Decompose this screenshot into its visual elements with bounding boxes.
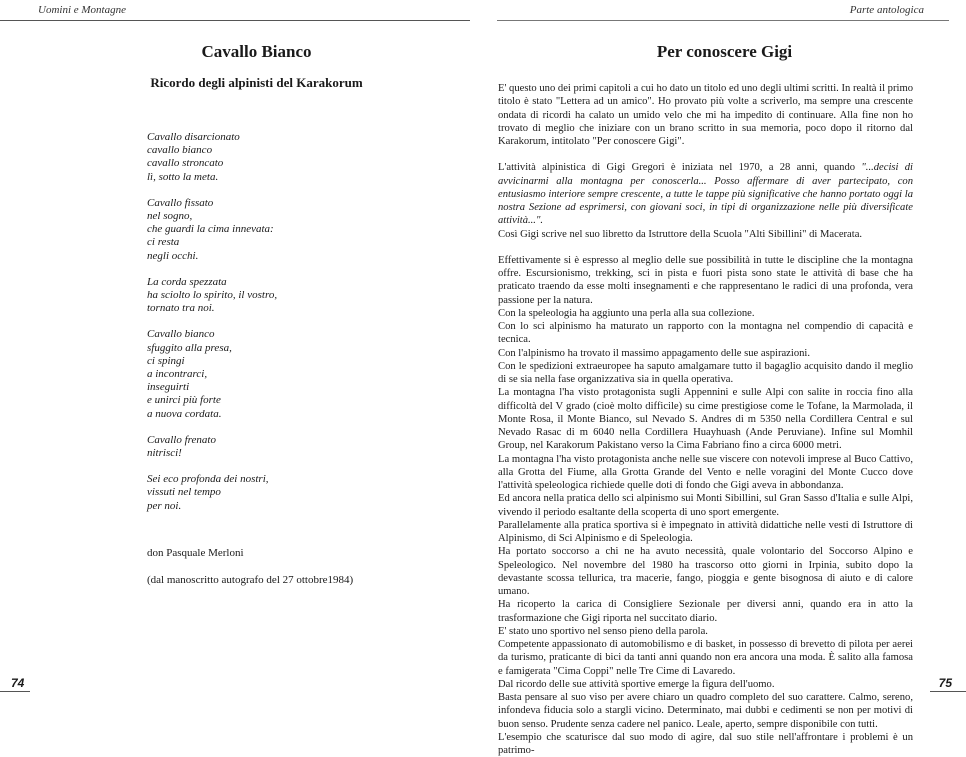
- running-head-left: Uomini e Montagne: [38, 4, 126, 16]
- paragraph-line: Ed ancora nella pratica dello sci alpinismo sui Monti Sibillini, sul Gran Sasso d'Italia e sulle Alpi, vivendo il periodo esaltante della scoperta di uno sport emergente.: [498, 493, 913, 518]
- paragraph-line: Competente appassionato di automobilismo e di basket, in possesso di brevetto di pilota per aerei da turismo, praticante di bici da tanti anni quando non era ancora una moda. È salito alla famosa e famigerata "Cima Coppi" nelle Tre Cime di Lavaredo.: [498, 639, 913, 677]
- poem-line: nel sogno,: [147, 210, 193, 223]
- poem-line: Cavallo frenato: [147, 433, 216, 446]
- poem-author: don Pasquale Merloni: [147, 547, 244, 559]
- poem-line: inseguirti: [147, 381, 190, 394]
- paragraph-line: Ha ricoperto la carica di Consigliere Sezionale per diversi anni, quando era in atto la trasformazione che Gigi riporta nel succitato diario.: [498, 599, 913, 624]
- paragraph-text: Così Gigi scrive nel suo libretto da Istruttore della Scuola "Alti Sibillini" di Macerata.: [498, 228, 863, 240]
- poem-source-note: (dal manoscritto autografo del 27 ottobre1984): [147, 574, 354, 586]
- paragraph-line: Effettivamente si è espresso al meglio delle sue possibilità in tutte le discipline che la montagna offre. Escursionismo, trekking, sci in pista e fuori pista sono state le attività di base che ha praticato traendo da esse molti insegnamenti e che rappresentano le radici di una profonda, vera passione per la natura.: [498, 254, 913, 306]
- poem-line: ha sciolto lo spirito, il vostro,: [147, 289, 278, 302]
- paragraph-line: La montagna l'ha visto protagonista anche nelle sue viscere con notevoli imprese al Buco Cattivo, alla Grotta del Fiume, alla Grotta Grande del Vento e nelle voragini del Monte Cucco dove l'attività speleologica richiede quelle doti di fondo che Gigi aveva in abbondanza.: [498, 453, 913, 491]
- footer-rule-right: [930, 691, 966, 692]
- poem-line: Cavallo bianco: [147, 328, 215, 341]
- right-page: [483, 0, 966, 756]
- chapter-body: [498, 82, 913, 757]
- header-rule-right: [497, 20, 949, 21]
- poem-line: La corda spezzata: [147, 275, 227, 288]
- paragraph-line: Con l'alpinismo ha trovato il massimo appagamento delle sue aspirazioni.: [498, 347, 811, 359]
- poem-line: vissuti nel tempo: [147, 486, 221, 499]
- poem-line: che guardi la cima innevata:: [147, 223, 274, 236]
- stanza: [147, 276, 277, 316]
- header-rule-left: [0, 20, 470, 21]
- poem-line: lì, sotto la meta.: [147, 170, 219, 183]
- poem-line: a incontrarci,: [147, 368, 208, 381]
- poem-line: negli occhi.: [147, 249, 199, 262]
- paragraph: [498, 254, 913, 757]
- poem-line: nitrisci!: [147, 447, 182, 460]
- poem-line: Cavallo fissato: [147, 196, 214, 209]
- page-number-right: 75: [938, 676, 952, 690]
- stanza: [147, 197, 277, 263]
- poem-line: a nuova cordata.: [147, 407, 222, 420]
- poem-line: ci spingi: [147, 354, 185, 367]
- poem-line: e unirci più forte: [147, 394, 221, 407]
- paragraph-line: Basta pensare al suo viso per avere chiaro un quadro completo del suo carattere. Calmo, sereno, infondeva fiducia solo a stargli vicino. Determinato, mai dubbi e cedimenti se non per motivi di buon senso. Prudente senza cadere nel panico. Leale, aperto, sempre disponibile con tutti.: [498, 692, 913, 730]
- page-number-left: 74: [11, 676, 25, 690]
- quotation: "...decisi di avvicinarmi alla montagna per conoscerla... Posso affermare di aver partecipato, con entusiasmo interiore sempre crescente, a tutte le tappe più significative che hanno portato oggi la nostra Sezione ad esprimersi, con giovani soci, in tipi di organizzazione nelle più diversificate attività...".: [498, 162, 913, 227]
- poem-line: per noi.: [147, 499, 182, 512]
- paragraph-line: E' stato uno sportivo nel senso pieno della parola.: [498, 625, 708, 637]
- paragraph-line: Ha portato soccorso a chi ne ha avuto necessità, quale volontario del Soccorso Alpino e Speleologico. Nel novembre del 1980 ha trascorso otto giorni in Irpinia, subito dopo la devastante scossa tellurica, tra macerie, fango, pioggia e gente bisognosa di aiuto e di calore umano.: [498, 546, 913, 597]
- stanza: [147, 473, 277, 513]
- paragraph-line: L'esempio che scaturisce dal suo modo di agire, dal suo stile nell'affrontare i problemi è un patrimo-: [498, 731, 913, 756]
- poem-line: Sei eco profonda dei nostri,: [147, 473, 269, 486]
- poem-line: Cavallo disarcionato: [147, 131, 240, 143]
- paragraph-text: L'attività alpinistica di Gigi Gregori è iniziata nel 1970, a 28 anni, quando: [498, 162, 862, 174]
- poem-line: sfuggito alla presa,: [147, 341, 232, 354]
- stanza: [147, 131, 277, 184]
- poem-line: ci resta: [147, 236, 180, 249]
- paragraph-line: La montagna l'ha visto protagonista sugli Appennini e sulle Alpi con salite in roccia fino alla difficoltà del V grado (cioè molto difficile) su cime prestigiose come le Tofane, la Marmolada, il Monte Rosa, il Monte Bianco, sul Nevado S. Andres di m 5350 nella Cordillera Central e sul Nevado Rasac di m 6040 nella Cordillera Huayhuash (Ande Peruviane). Infine sul Momhil Group, nel Karakorum Pakistano verso la Cima Fabriano fino a circa 6000 metri.: [498, 387, 913, 452]
- paragraph-line: Dal ricordo delle sue attività sportive emerge la figura dell'uomo.: [498, 678, 775, 690]
- poem-line: cavallo bianco: [147, 144, 213, 157]
- paragraph-line: Con la speleologia ha aggiunto una perla alla sua collezione.: [498, 307, 755, 319]
- poem-title: Cavallo Bianco: [201, 42, 312, 61]
- stanza: [147, 328, 277, 420]
- paragraph-line: Con lo sci alpinismo ha maturato un rapporto con la montagna nel compendio di capacità e tecnica.: [498, 321, 913, 346]
- stanza: [147, 434, 277, 460]
- footer-rule-left: [0, 691, 30, 692]
- paragraph-line: Con le spedizioni extraeuropee ha saputo amalgamare tutto il bagaglio acquisito dando il meglio di se sia nella fase organizzativa sia in quella operativa.: [498, 360, 913, 385]
- paragraph: E' questo uno dei primi capitoli a cui ho dato un titolo ed uno degli ultimi scritti. In realtà il primo titolo è stato "Lettera ad un amico". Ho provato più volte a scriverlo, ma sempre una crescente ondata di ricordi ha calato un umido velo che mi ha impedito di continuare. Alla fine non ho trovato di meglio che iniziare con un brano scritto in sua memoria, poco dopo il ritorno dal Karakorum, intitolato "Per conoscere Gigi".: [498, 83, 913, 147]
- paragraph: [498, 161, 913, 241]
- left-page: [0, 0, 483, 699]
- paragraph-line: Parallelamente alla pratica sportiva si è impegnato in attività didattiche nelle vesti di Istruttore di Alpinismo, di Sci Alpinismo e di Speleologia.: [498, 519, 913, 544]
- poem-subtitle: Ricordo degli alpinisti del Karakorum: [150, 75, 363, 90]
- poem-line: tornato tra noi.: [147, 302, 215, 315]
- poem-line: cavallo stroncato: [147, 157, 224, 170]
- chapter-title: Per conoscere Gigi: [656, 42, 793, 61]
- poem: [147, 131, 277, 526]
- running-head-right: Parte antologica: [849, 4, 924, 16]
